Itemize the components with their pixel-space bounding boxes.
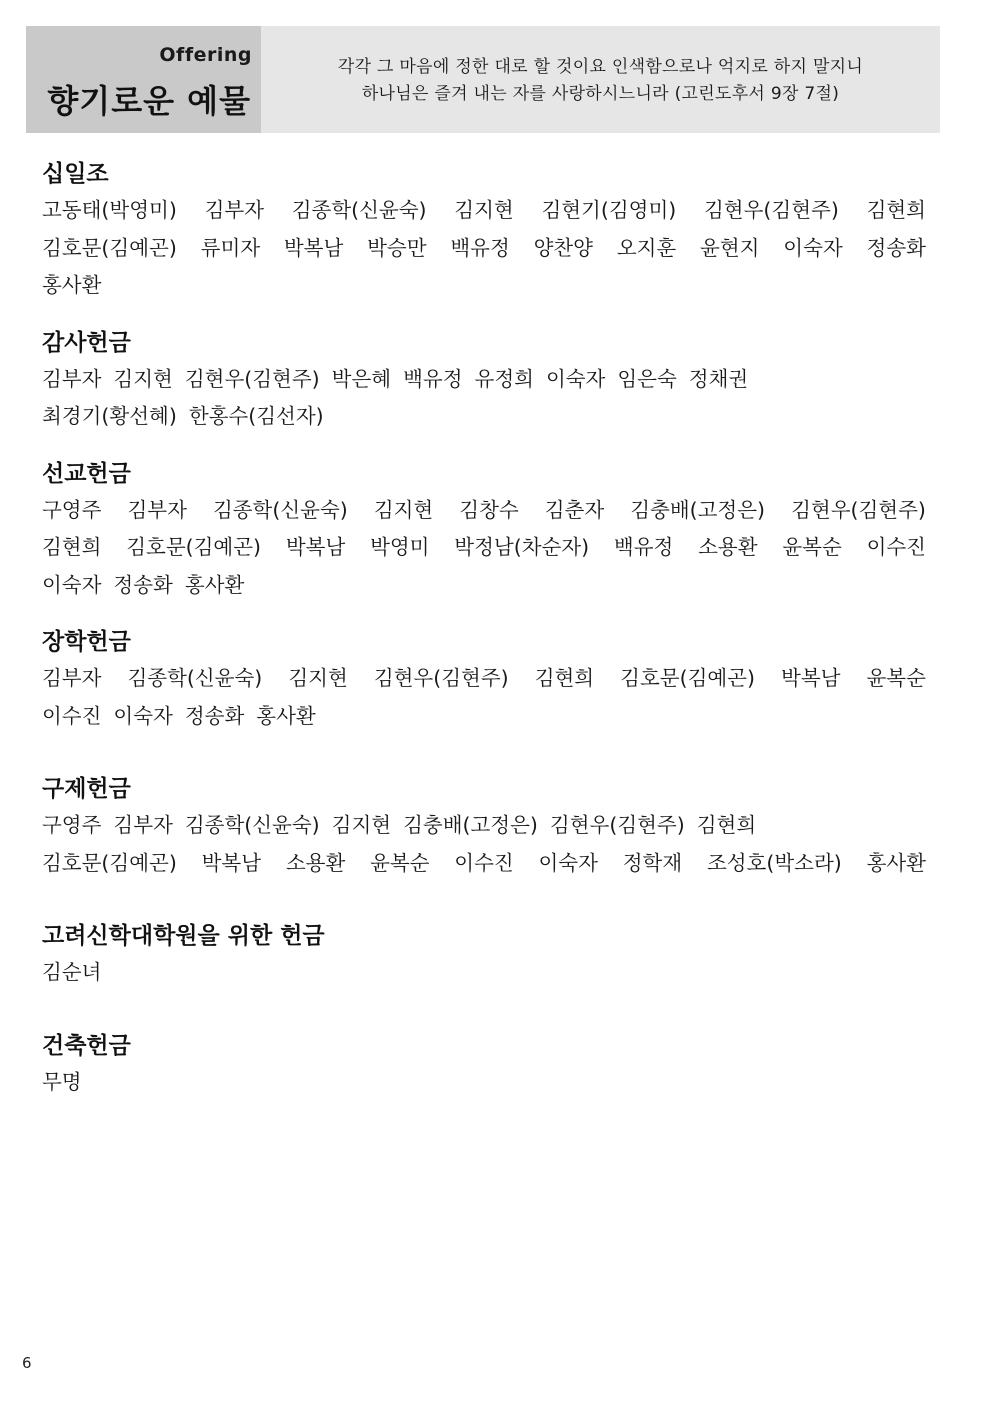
donor-name: 무명 [42, 1069, 82, 1094]
donor-name: 박승만 [367, 235, 427, 260]
donor-name: 김지현 [454, 198, 514, 222]
section-title: 장학헌금 [42, 629, 131, 655]
donor-name: 정송화 [866, 235, 926, 260]
donor-name: 홍사환 [256, 703, 316, 728]
section-building [42, 1030, 932, 1102]
donor-name: 백유정 [403, 366, 463, 391]
name-line [42, 1064, 932, 1102]
offering-header [26, 26, 940, 133]
name-line [42, 807, 932, 845]
page-title: 향기로운 예물 [47, 82, 251, 120]
donor-name: 김호문(김예곤) [42, 235, 177, 260]
donor-name: 류미자 [200, 235, 261, 260]
donor-name: 김부자 [42, 366, 102, 391]
donor-name: 박복남 [781, 666, 841, 690]
donor-name: 김충배(고정은) [630, 497, 766, 522]
name-line [42, 361, 932, 399]
donor-name: 박영미 [370, 535, 430, 559]
name-line [42, 698, 932, 736]
donor-name: 김현기(김영미) [541, 198, 677, 222]
donor-name: 홍사환 [866, 850, 926, 875]
donor-name: 김지현 [373, 497, 434, 522]
donor-name: 김부자 [204, 198, 264, 222]
donor-name: 유정희 [474, 366, 534, 391]
donor-name: 홍사환 [42, 273, 102, 297]
donor-name: 김부자 [113, 813, 173, 837]
donor-name: 김종학(신윤숙) [184, 813, 320, 837]
section-title: 감사헌금 [42, 329, 131, 356]
donor-name: 김호문(김예곤) [126, 535, 262, 559]
donor-name: 임은숙 [617, 366, 677, 391]
donor-name: 이숙자 [545, 366, 606, 391]
section-thanks [42, 327, 932, 436]
name-line [42, 267, 932, 305]
donor-name: 소용환 [698, 535, 758, 559]
donor-name: 백유정 [450, 235, 510, 260]
donor-name: 김현우(김현주) [549, 813, 685, 837]
page-number: 6 [22, 1354, 32, 1372]
name-line [42, 845, 926, 883]
name-line [42, 660, 926, 698]
donor-name: 정송화 [113, 572, 173, 597]
donor-name: 구영주 [42, 813, 102, 837]
name-line [42, 954, 932, 992]
donor-name: 김지현 [288, 666, 348, 690]
donor-name: 김지현 [331, 813, 392, 837]
donor-name: 정채권 [688, 366, 749, 391]
donor-name: 이숙자 [538, 850, 598, 875]
donor-name: 박복남 [283, 235, 344, 260]
section-relief [42, 773, 932, 882]
donor-name: 박정남(차순자) [454, 535, 590, 559]
donor-name: 한홍수(김선자) [188, 404, 324, 428]
donor-name: 이숙자 [42, 572, 102, 597]
donor-name: 소용환 [285, 850, 346, 875]
bible-verse-box [261, 26, 940, 133]
section-title: 십일조 [42, 161, 109, 187]
section-names [42, 1064, 932, 1102]
donor-name: 김부자 [42, 666, 102, 690]
donor-name: 김현희 [534, 666, 595, 690]
donor-name: 정송화 [184, 703, 245, 728]
donor-name: 김현우(김현주) [791, 497, 926, 522]
donor-name: 이숙자 [783, 235, 843, 260]
section-scholarship [42, 626, 932, 735]
section-seminary [42, 920, 932, 992]
donor-name: 홍사환 [184, 572, 245, 597]
donor-name: 조성호(박소라) [706, 850, 842, 875]
section-names [42, 954, 932, 992]
donor-name: 이수진 [454, 850, 514, 875]
name-line [42, 398, 932, 436]
verse-line: 하나님은 즐겨 내는 자를 사랑하시느니라 (고린도후서 9장 7절) [361, 83, 840, 104]
header-title-box [26, 26, 261, 133]
section-names [42, 807, 932, 882]
donor-name: 백유정 [613, 535, 674, 559]
donor-name: 이수진 [42, 703, 102, 728]
name-line [42, 567, 932, 605]
donor-name: 윤복순 [782, 535, 842, 559]
donor-name: 김현희 [42, 535, 102, 559]
donor-name: 김춘자 [544, 497, 605, 522]
donor-name: 윤복순 [370, 850, 430, 875]
donor-name: 고동태(박영미) [42, 198, 177, 222]
section-names [42, 361, 932, 436]
donor-name: 이수진 [866, 535, 926, 559]
donor-name: 김창수 [459, 497, 519, 522]
donor-name: 이숙자 [113, 703, 173, 728]
donor-name: 최경기(황선혜) [42, 404, 177, 428]
name-line [42, 529, 926, 567]
name-line [42, 192, 926, 230]
section-title: 고려신학대학원을 위한 헌금 [42, 923, 325, 949]
donor-name: 김충배(고정은) [403, 813, 538, 837]
donor-name: 박은혜 [331, 366, 392, 391]
section-tithe [42, 158, 932, 305]
name-line [42, 492, 926, 530]
donor-name: 김호문(김예곤) [42, 850, 177, 875]
section-title: 건축헌금 [42, 1032, 131, 1059]
donor-name: 김종학(신윤숙) [291, 198, 427, 222]
header-subtitle: Offering [159, 44, 252, 66]
donor-name: 김현우(김현주) [704, 198, 839, 222]
name-line [42, 230, 926, 268]
donor-name: 김종학(신윤숙) [212, 497, 348, 522]
donor-name: 정학재 [622, 850, 683, 875]
section-title: 선교헌금 [42, 460, 131, 487]
donor-name: 박복남 [201, 850, 262, 875]
section-names [42, 192, 932, 305]
offering-list [42, 150, 932, 1101]
donor-name: 김부자 [127, 497, 187, 522]
donor-name: 김종학(신윤숙) [127, 666, 263, 690]
donor-name: 김현희 [866, 198, 926, 222]
section-names [42, 660, 932, 735]
donor-name: 김지현 [113, 366, 173, 391]
donor-name: 양찬양 [533, 235, 593, 260]
donor-name: 구영주 [42, 497, 102, 522]
donor-name: 윤복순 [866, 666, 926, 690]
donor-name: 김현우(김현주) [184, 366, 320, 391]
section-title: 구제헌금 [42, 776, 131, 802]
donor-name: 박복남 [285, 535, 346, 559]
section-mission [42, 458, 932, 605]
donor-name: 오지훈 [616, 235, 677, 260]
donor-name: 윤현지 [700, 235, 760, 260]
donor-name: 김순녀 [42, 960, 102, 984]
donor-name: 김현우(김현주) [373, 666, 509, 690]
donor-name: 김호문(김예곤) [620, 666, 755, 690]
verse-line: 각각 그 마음에 정한 대로 할 것이요 인색함으로나 억지로 하지 말지니 [337, 56, 864, 77]
donor-name: 김현희 [696, 813, 757, 837]
section-names [42, 492, 932, 605]
